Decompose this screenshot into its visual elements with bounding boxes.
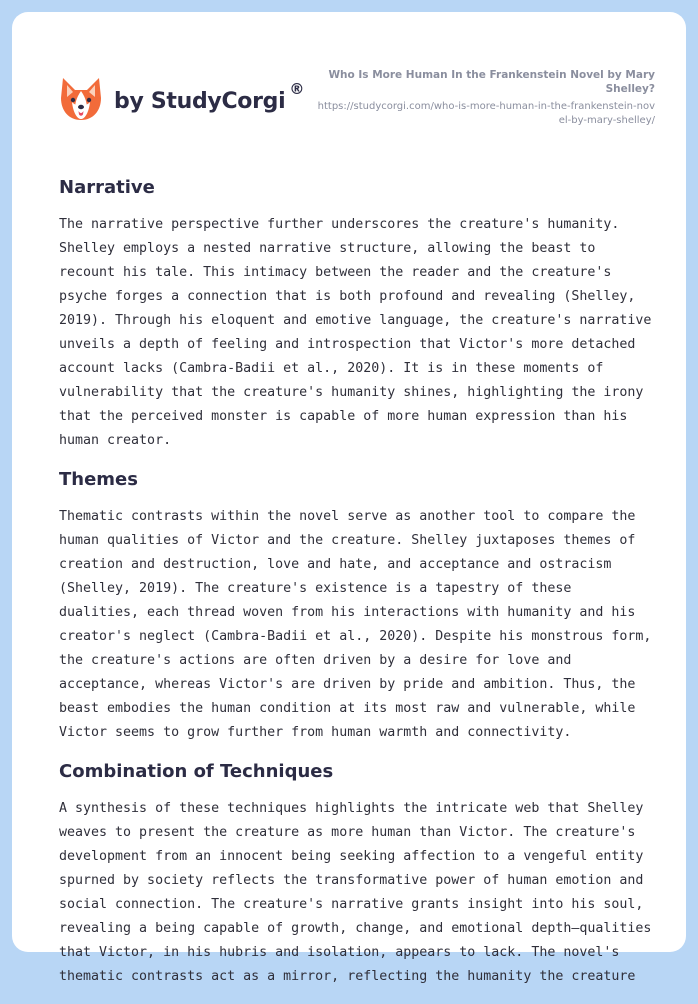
brand-name: by StudyCorgi xyxy=(114,88,286,114)
section-heading-themes: Themes xyxy=(59,469,138,490)
document-url[interactable]: https://studycorgi.com/who-is-more-human-in-the-frankenstein-novel-by-mary-shelley/ xyxy=(317,101,655,126)
section-heading-narrative: Narrative xyxy=(59,177,155,198)
document-title: Who Is More Human In the Frankenstein Novel by Mary Shelley? xyxy=(328,69,655,95)
corgi-logo-icon xyxy=(60,76,102,122)
document-header xyxy=(12,12,686,162)
document-card xyxy=(12,12,686,984)
studycorgi-logo[interactable] xyxy=(60,76,304,122)
section-paragraph-themes: Thematic contrasts within the novel serve as another tool to compare the human qualities of Victor and the creature. Shelley juxtaposes themes of creation and destruction, love and hate, and acceptance and ostracism (Shelley, 2019). The creature's existence is a tapestry of these dualities, each thread woven from his interactions with humanity and his creator's neglect (Cambra-Badii et al., 2020). Despite his monstrous form, the creature's actions are often driven by a desire for love and acceptance, whereas Victor's are driven by pride and ambition. Thus, the beast embodies the human condition at its most raw and vulnerable, while Victor seems to grow further from human warmth and connectivity. xyxy=(59,509,652,740)
registered-mark: ® xyxy=(289,80,305,98)
section-paragraph-combination: A synthesis of these techniques highlights the intricate web that Shelley weaves to present the creature as more human than Victor. The creature's development from an innocent being seeking affection to a vengeful entity spurned by society reflects the transformative power of human emotion and social connection. The creature's narrative grants insight into his soul, revealing a being capable of growth, change, and emotional depth—qualities that Victor, in his hubris and isolation, appears to lack. The novel's thematic contrasts act as a mirror, reflecting the humanity the creature xyxy=(59,801,652,984)
section-heading-combination: Combination of Techniques xyxy=(59,761,334,782)
document-meta xyxy=(315,68,655,128)
document-body xyxy=(59,176,655,1004)
section-paragraph-narrative: The narrative perspective further underscores the creature's humanity. Shelley employs a nested narrative structure, allowing the beast to recount his tale. This intimacy between the reader and the creature's psyche forges a connection that is both profound and revealing (Shelley, 2019). Through his eloquent and emotive language, the creature's narrative unveils a depth of feeling and introspection that Victor's more detached account lacks (Cambra-Badii et al., 2020). It is in these moments of vulnerability that the creature's humanity shines, highlighting the irony that the perceived monster is capable of more human expression than his human creator. xyxy=(59,217,652,448)
